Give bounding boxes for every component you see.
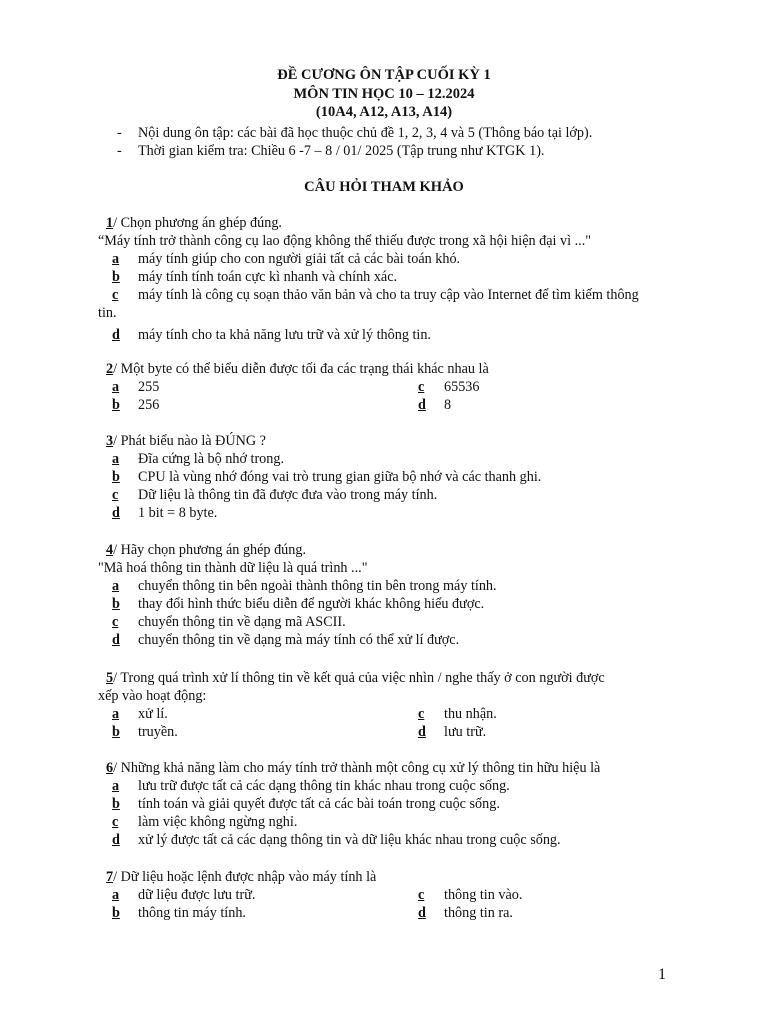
option-text: làm việc không ngừng nghỉ. — [138, 814, 298, 830]
option-letter: a — [112, 379, 120, 395]
option-text: máy tính tính toán cực kì nhanh và chính xác. — [138, 269, 398, 285]
option-a[interactable] — [98, 450, 658, 468]
option-letter: c — [418, 379, 425, 395]
option-b[interactable] — [98, 723, 404, 741]
option-letter: b — [112, 397, 120, 413]
option-b[interactable] — [98, 396, 404, 414]
question-quote: “Máy tính trở thành công cụ lao động không thể thiếu được trong xã hội hiện đại vì ..." — [98, 233, 592, 249]
question-text: / Trong quá trình xử lí thông tin về kết quả của việc nhìn / nghe thấy ở con người được — [113, 670, 605, 686]
option-letter: c — [418, 706, 425, 722]
bullet-exam-time — [117, 142, 592, 160]
bullet-content-scope — [117, 124, 592, 142]
option-letter: b — [112, 596, 120, 612]
option-letter: c — [112, 814, 119, 830]
question-text: / Phát biểu nào là ĐÚNG ? — [113, 433, 266, 449]
option-a[interactable] — [98, 705, 404, 723]
option-b[interactable] — [98, 904, 404, 922]
option-letter: b — [112, 469, 120, 485]
question-stem — [98, 214, 658, 232]
option-text: dữ liệu được lưu trữ. — [138, 887, 256, 903]
option-letter: b — [112, 269, 120, 285]
option-letter: a — [112, 578, 120, 594]
option-text: xử lý được tất cả các dạng thông tin và dữ liệu khác nhau trong cuộc sống. — [138, 832, 561, 848]
option-b[interactable] — [98, 795, 658, 813]
option-b[interactable] — [98, 468, 658, 486]
option-d[interactable] — [404, 904, 658, 922]
option-d[interactable] — [404, 396, 658, 414]
question-quote: "Mã hoá thông tin thành dữ liệu là quá trình ..." — [98, 560, 368, 576]
option-text: truyền. — [138, 724, 178, 740]
option-text: chuyển thông tin về dạng mã ASCII. — [138, 614, 346, 630]
question-7 — [98, 868, 658, 922]
option-text: lưu trữ được tất cả các dạng thông tin khác nhau trong cuộc sống. — [138, 778, 510, 794]
option-text: Dữ liệu là thông tin đã được đưa vào trong máy tính. — [138, 487, 438, 503]
option-letter: a — [112, 251, 120, 267]
option-c[interactable] — [404, 378, 658, 396]
option-a[interactable] — [98, 886, 404, 904]
section-title: CÂU HỎI THAM KHẢO — [304, 179, 464, 195]
question-text: / Những khả năng làm cho máy tính trở thành một công cụ xử lý thông tin hữu hiệu là — [113, 760, 601, 776]
option-text: lưu trữ. — [444, 724, 487, 740]
bullet-dash: - — [117, 125, 122, 141]
option-text: thông tin ra. — [444, 905, 513, 921]
info-bullets — [117, 124, 592, 160]
option-text: 8 — [444, 397, 452, 413]
option-letter: d — [112, 632, 120, 648]
option-d[interactable] — [98, 831, 658, 849]
options-grid — [98, 886, 658, 922]
question-text-continued: xếp vào hoạt động: — [98, 688, 207, 704]
options-grid — [98, 705, 658, 741]
question-stem — [98, 759, 658, 777]
question-2 — [98, 360, 658, 414]
question-stem — [98, 432, 658, 450]
option-a[interactable] — [98, 777, 658, 795]
question-stem — [98, 868, 658, 886]
option-letter: a — [112, 451, 120, 467]
option-letter: d — [418, 397, 426, 413]
option-letter: a — [112, 706, 120, 722]
option-letter: b — [112, 796, 120, 812]
question-6 — [98, 759, 658, 849]
option-text: xử lí. — [138, 706, 168, 722]
question-number: 2 — [106, 361, 114, 377]
option-a[interactable] — [98, 577, 658, 595]
option-text: thay đổi hình thức biểu diễn để người khác không hiểu được. — [138, 596, 485, 612]
doc-classes: (10A4, A12, A13, A14) — [315, 104, 453, 120]
option-letter: a — [112, 887, 120, 903]
option-c[interactable] — [404, 886, 658, 904]
question-text: / Hãy chọn phương án ghép đúng. — [113, 542, 306, 558]
option-c[interactable] — [98, 486, 658, 504]
question-number: 7 — [106, 869, 114, 885]
option-letter: c — [112, 487, 119, 503]
question-stem — [98, 669, 658, 687]
option-text: thông tin máy tính. — [138, 905, 246, 921]
option-letter: b — [112, 724, 120, 740]
option-text: 65536 — [444, 379, 480, 395]
doc-title: ĐỀ CƯƠNG ÔN TẬP CUỐI KỲ 1 — [277, 67, 491, 83]
option-c[interactable] — [98, 286, 658, 322]
question-number: 1 — [106, 215, 114, 231]
option-a[interactable] — [98, 378, 404, 396]
option-text: 255 — [138, 379, 160, 395]
option-letter: a — [112, 778, 120, 794]
option-text: máy tính là công cụ soạn thảo văn bản và cho ta truy cập vào Internet để tìm kiếm thông tin. — [98, 287, 639, 321]
option-letter: c — [112, 287, 119, 303]
bullet-text: Nội dung ôn tập: các bài đã học thuộc chủ đề 1, 2, 3, 4 và 5 (Thông báo tại lớp). — [138, 125, 593, 141]
option-text: máy tính cho ta khả năng lưu trữ và xử lý thông tin. — [138, 327, 431, 343]
option-c[interactable] — [98, 813, 658, 831]
option-letter: d — [112, 832, 120, 848]
option-b[interactable] — [98, 595, 658, 613]
option-a[interactable] — [98, 250, 658, 268]
option-b[interactable] — [98, 268, 658, 286]
option-text: Đĩa cứng là bộ nhớ trong. — [138, 451, 285, 467]
option-letter: d — [418, 905, 426, 921]
option-c[interactable] — [98, 613, 658, 631]
question-stem — [98, 541, 658, 559]
question-4 — [98, 541, 658, 649]
option-letter: d — [112, 327, 120, 343]
page-number: 1 — [658, 966, 666, 983]
question-5 — [98, 669, 658, 741]
option-d[interactable] — [98, 631, 658, 649]
option-text: tính toán và giải quyết được tất cả các bài toán trong cuộc sống. — [138, 796, 500, 812]
option-text: chuyển thông tin bên ngoài thành thông tin bên trong máy tính. — [138, 578, 497, 594]
option-text: 1 bit = 8 byte. — [138, 505, 218, 521]
question-text: / Chọn phương án ghép đúng. — [113, 215, 282, 231]
option-letter: d — [112, 505, 120, 521]
option-letter: d — [418, 724, 426, 740]
option-letter: b — [112, 905, 120, 921]
bullet-dash: - — [117, 143, 122, 159]
option-letter: c — [112, 614, 119, 630]
question-text: / Dữ liệu hoặc lệnh được nhập vào máy tính là — [113, 869, 377, 885]
question-number: 5 — [106, 670, 114, 686]
option-d[interactable] — [98, 504, 658, 522]
question-stem — [98, 360, 658, 378]
question-3 — [98, 432, 658, 522]
question-number: 4 — [106, 542, 114, 558]
bullet-text: Thời gian kiểm tra: Chiều 6 -7 – 8 / 01/ 2025 (Tập trung như KTGK 1). — [138, 143, 545, 159]
question-number: 3 — [106, 433, 114, 449]
option-letter: c — [418, 887, 425, 903]
option-text: máy tính giúp cho con người giải tất cả các bài toán khó. — [138, 251, 461, 267]
question-text: / Một byte có thể biểu diễn được tối đa các trạng thái khác nhau là — [113, 361, 489, 377]
option-text: thu nhận. — [444, 706, 497, 722]
option-text: thông tin vào. — [444, 887, 523, 903]
doc-subtitle: MÔN TIN HỌC 10 – 12.2024 — [293, 85, 475, 102]
option-d[interactable] — [98, 326, 658, 344]
option-d[interactable] — [404, 723, 658, 741]
option-c[interactable] — [404, 705, 658, 723]
option-text: chuyển thông tin về dạng mà máy tính có thể xử lí được. — [138, 632, 460, 648]
option-text: CPU là vùng nhớ đóng vai trò trung gian giữa bộ nhớ và các thanh ghi. — [138, 469, 542, 485]
option-text: 256 — [138, 397, 160, 413]
document-header — [0, 66, 768, 122]
options-grid — [98, 378, 658, 414]
question-number: 6 — [106, 760, 114, 776]
question-1 — [98, 214, 658, 344]
